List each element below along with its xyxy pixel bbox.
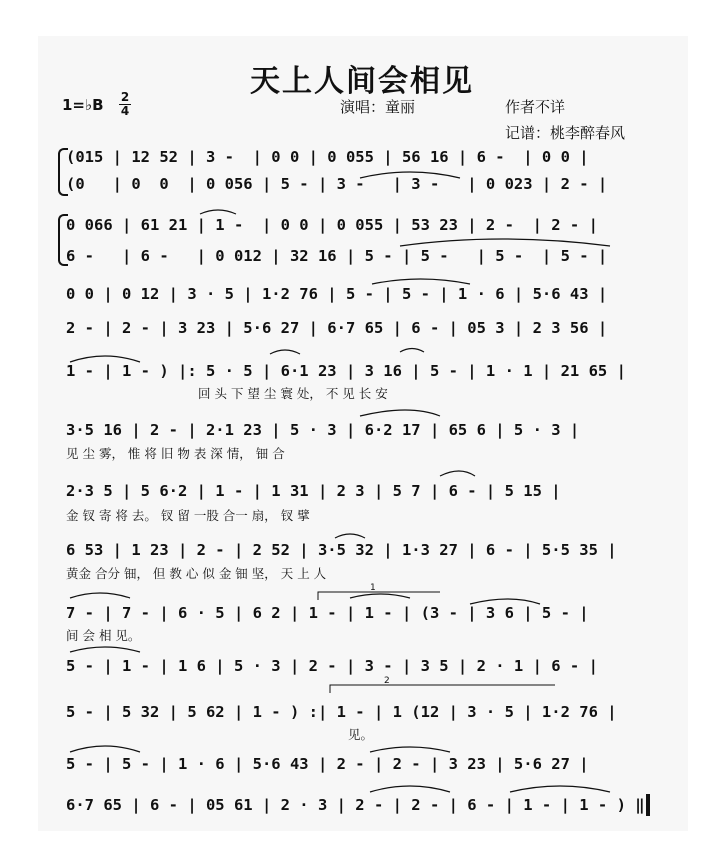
key-signature: 1=♭B (62, 96, 104, 114)
staff-line: 6·7 65 | 6 - | 05 61 | 2 · 3 | 2 - | 2 - | 6 - | 1 - | 1 - ) ‖ (66, 796, 645, 814)
song-title: 天上人间会相见 (250, 64, 474, 99)
staff-line: 1 - | 1 - ) |: 5 · 5 | 6·1 23 | 3 16 | 5 - | 1 · 1 | 21 65 | (66, 362, 626, 380)
transcriber-credit: 记谱：桃李醉春风 (505, 124, 626, 142)
staff-line: (0 | 0 0 | 0 056 | 5 - | 3 - | 3 - | 0 023 | 2 - | (66, 175, 608, 193)
lyric-line: 黄金 合分 钿， 但 教 心 似 金 钿 坚， 天 上 人 (66, 566, 327, 581)
volta-2-label: 2 (384, 676, 390, 686)
lyric-line: 间 会 相 见。 (66, 628, 141, 643)
time-signature (118, 91, 132, 118)
volta-1-label: 1 (370, 583, 376, 593)
lyric-line: 回 头 下 望 尘 寰 处， 不 见 长 安 (198, 386, 388, 401)
staff-line: 6 53 | 1 23 | 2 - | 2 52 | 3·5 32 | 1·3 27 | 6 - | 5·5 35 | (66, 541, 617, 559)
staff-line: 2 - | 2 - | 3 23 | 5·6 27 | 6·7 65 | 6 - | 05 3 | 2 3 56 | (66, 319, 608, 337)
staff-line: 0 0 | 0 12 | 3 · 5 | 1·2 76 | 5 - | 5 - | 1 · 6 | 5·6 43 | (66, 285, 608, 303)
lyric-line: 见。 (348, 727, 374, 742)
staff-line: 5 - | 5 32 | 5 62 | 1 - ) :| 1 - | 1 (12 | 3 · 5 | 1·2 76 | (66, 703, 617, 721)
singer-credit: 演唱：童丽 (340, 98, 416, 116)
lyric-line: 金 钗 寄 将 去。 钗 留 一股 合一 扇， 钗 擘 (66, 508, 310, 523)
staff-line: 3·5 16 | 2 - | 2·1 23 | 5 · 3 | 6·2 17 | 65 6 | 5 · 3 | (66, 421, 580, 439)
staff-line: (015 | 12 52 | 3 - | 0 0 | 0 055 | 56 16 | 6 - | 0 0 | (66, 148, 589, 166)
final-barline (646, 794, 650, 816)
staff-line: 7 - | 7 - | 6 · 5 | 6 2 | 1 - | 1 - | (3 - | 3 6 | 5 - | (66, 604, 589, 622)
staff-line: 5 - | 1 - | 1 6 | 5 · 3 | 2 - | 3 - | 3 5 | 2 · 1 | 6 - | (66, 657, 598, 675)
lyric-line: 见 尘 雾， 惟 将 旧 物 表 深 情， 钿 合 (66, 446, 285, 461)
staff-line: 6 - | 6 - | 0 012 | 32 16 | 5 - | 5 - | 5 - | 5 - | (66, 247, 608, 265)
staff-line: 5 - | 5 - | 1 · 6 | 5·6 43 | 2 - | 2 - | 3 23 | 5·6 27 | (66, 755, 589, 773)
time-top: 2 (120, 90, 130, 104)
staff-line: 0 066 | 61 21 | 1 - | 0 0 | 0 055 | 53 23 | 2 - | 2 - | (66, 216, 598, 234)
time-bottom: 4 (120, 104, 130, 118)
staff-line: 2·3 5 | 5 6·2 | 1 - | 1 31 | 2 3 | 5 7 | 6 - | 5 15 | (66, 482, 561, 500)
composer-credit: 作者不详 (505, 98, 566, 116)
